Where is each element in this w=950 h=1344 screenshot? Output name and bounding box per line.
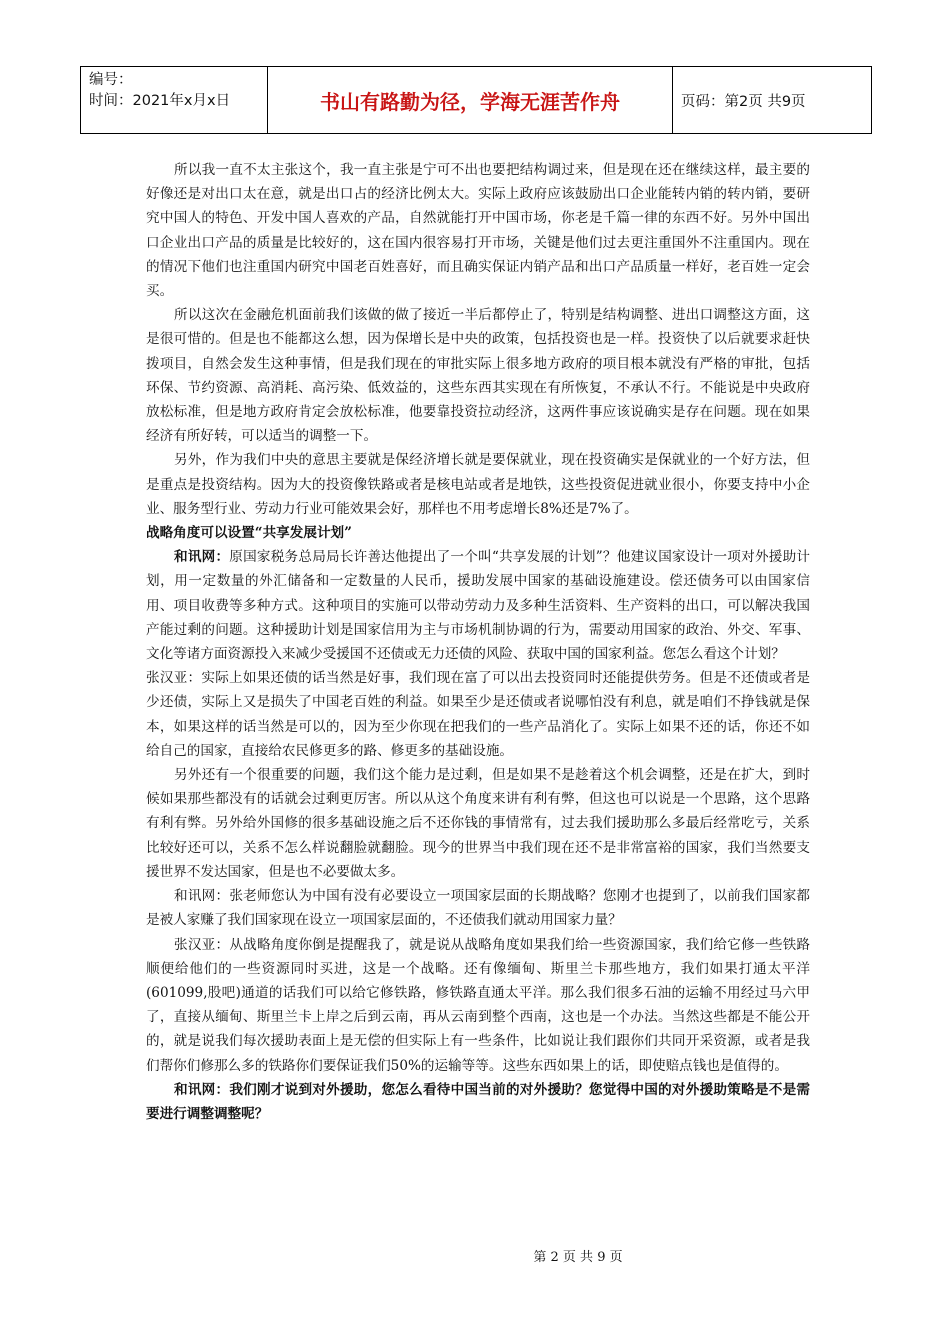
page-footer: 第 2 页 共 9 页 [533, 1250, 623, 1265]
section-heading: 战略角度可以设置“共享发展计划” [146, 525, 352, 542]
paragraph-answer-1: 张汉亚：实际上如果还债的话当然是好事，我们现在富了可以出去投资同时还能提供劳务。但是不还债或者是少还债，实际上又是损失了中国老百姓的利益。如果至少是还债或者说哪怕没有利息，就是咱们不挣钱就是保本，如果这样的话当然是可以的，因为至少你现在把我们的一些产品消化了。实际上如果不还的话，你还不如给自己的国家，直接给农民修更多的路、修更多的基础设施。 [146, 670, 810, 759]
header-meta-cell [81, 67, 268, 133]
paragraph-question-3: 和讯网：我们刚才说到对外援助，您怎么看待中国当前的对外援助？您觉得中国的对外援助策略是不是需要进行调整调整呢？ [146, 1081, 810, 1122]
header-page-number: 页码：第2页 共9页 [681, 93, 806, 110]
speaker-label: 和讯网： [174, 549, 230, 566]
paragraph-3: 另外，作为我们中央的意思主要就是保经济增长就是要保就业，现在投资确实是保就业的一个好方法，但是重点是投资结构。因为大的投资像铁路或者是核电站或者是地铁，这些投资促进就业很小，你要支持中小企业、服务型行业、劳动力行业可能效果会好，那样也不用考虑增长8%还是7%了。 [146, 452, 810, 517]
doc-date-label: 时间：2021年x月x日 [89, 93, 231, 109]
paragraph-question-2: 和讯网：张老师您认为中国有没有必要设立一项国家层面的长期战略？您刚才也提到了，以前我们国家都是被人家赚了我们国家现在设立一项国家层面的，不还债我们就动用国家力量？ [146, 888, 810, 929]
article-body [146, 158, 810, 1126]
header-table [80, 66, 872, 134]
doc-number-label: 编号： [89, 72, 133, 88]
paragraph-2: 所以这次在金融危机面前我们该做的做了接近一半后都停止了，特别是结构调整、进出口调整这方面，这是很可惜的。但是也不能都这么想，因为保增长是中央的政策，包括投资也是一样。投资快了以后就要求赶快拨项目，自然会发生这种事情，但是我们现在的审批实际上很多地方政府的项目根本就没有严格的审批，包括环保、节约资源、高消耗、高污染、低效益的，这些东西其实现在有所恢复，不承认不行。不能说是中央政府放松标准，但是地方政府肯定会放松标准，他要靠投资拉动经济，这两件事应该说确实是存在问题。现在如果经济有所好转，可以适当的调整一下。 [146, 307, 810, 445]
paragraph-answer-2: 另外还有一个很重要的问题，我们这个能力是过剩，但是如果不是趁着这个机会调整，还是在扩大，到时候如果那些都没有的话就会过剩更厉害。所以从这个角度来讲有利有弊，但这也可以说是一个思路，这个思路有利有弊。另外给外国修的很多基础设施之后不还你钱的事情常有，过去我们援助那么多最后经常吃亏，关系比较好还可以，关系不怎么样说翻脸就翻脸。现今的世界当中我们现在还不是非常富裕的国家，我们当然要支援世界不发达国家，但是也不必要做太多。 [146, 767, 810, 880]
question-text: 原国家税务总局局长许善达他提出了一个叫“共享发展的计划”？他建议国家设计一项对外援助计划，用一定数量的外汇储备和一定数量的人民币，援助发展中国家的基础设施建设。偿还债务可以由国家信用、项目收费等多种方式。这种项目的实施可以带动劳动力及多种生活资料、生产资料的出口，可以解决我国产能过剩的问题。这种援助计划是国家信用为主与市场机制协调的行为，需要动用国家的政治、外交、军事、文化等诸方面资源投入来减少受援国不还债或无力还债的风险、获取中国的国家利益。您怎么看这个计划？ [146, 549, 810, 663]
header-motto: 书山有路勤为径，学海无涯苦作舟 [268, 67, 673, 133]
paragraph-question-1 [146, 545, 810, 666]
paragraph-answer-3: 张汉亚：从战略角度你倒是提醒我了，就是说从战略角度如果我们给一些资源国家，我们给它修一些铁路顺便给他们的一些资源同时买进，这是一个战略。还有像缅甸、斯里兰卡那些地方，我们如果打通太平洋(601099,股吧)通道的话我们可以给它修铁路，修铁路直通太平洋。那么我们很多石油的运输不用经过马六甲了，直接从缅甸、斯里兰卡上岸之后到云南，再从云南到整个西南，这也是一个办法。当然这些都是不能公开的，就是说我们每次援助表面上是无偿的但实际上有一些条件，比如说让我们跟你们共同开采资源，或者是我们帮你们修那么多的铁路你们要保证我们50%的运输等等。这些东西如果上的话，即使赔点钱也是值得的。 [146, 936, 810, 1074]
paragraph-1: 所以我一直不太主张这个，我一直主张是宁可不出也要把结构调过来，但是现在还在继续这样，最主要的好像还是对出口太在意，就是出口占的经济比例太大。实际上政府应该鼓励出口企业能转内销的转内销，要研究中国人的特色、开发中国人喜欢的产品，自然就能打开中国市场，你老是千篇一律的东西不好。另外中国出口企业出口产品的质量是比较好的，这在国内很容易打开市场，关键是他们过去更注重国外不注重国内。现在的情况下他们也注重国内研究中国老百姓喜好，而且确实保证内销产品和出口产品质量一样好，老百姓一定会买。 [146, 162, 810, 300]
